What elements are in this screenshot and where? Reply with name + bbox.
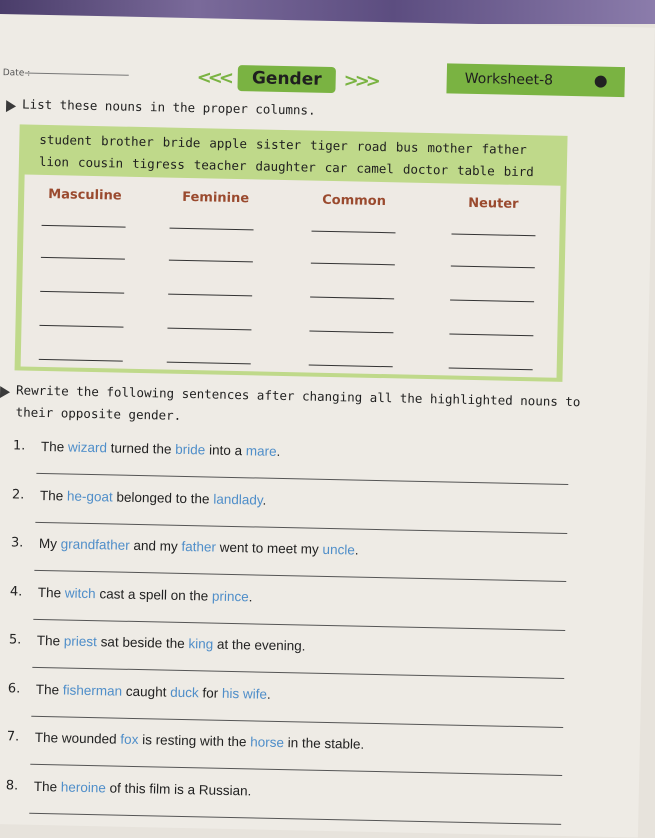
sentence-text <box>38 584 253 603</box>
highlighted-noun: duck <box>170 684 199 700</box>
sentence-fragment: and my <box>129 537 182 554</box>
column-heading-neuter: Neuter <box>467 195 519 212</box>
sentence-fragment: at the evening. <box>213 636 306 654</box>
highlighted-noun: grandfather <box>60 536 130 553</box>
sentence-number: 6. <box>7 680 21 697</box>
bullet-icon <box>0 386 10 398</box>
badge-dot-icon <box>595 75 607 87</box>
sentence-number: 4. <box>9 583 23 600</box>
sentence-fragment: My <box>38 535 61 552</box>
highlighted-noun: priest <box>63 633 98 650</box>
word-bank-item: road <box>356 138 388 155</box>
sentence-fragment: The <box>33 778 62 794</box>
page-title: Gender <box>238 65 336 93</box>
sentence-number: 2. <box>11 486 25 503</box>
right-chevrons-icon: >>> <box>343 69 378 92</box>
sentence-number: 5. <box>8 632 22 648</box>
word-bank-item: tiger <box>309 137 348 154</box>
sentence-fragment: in the stable. <box>283 735 365 752</box>
highlighted-noun: father <box>181 538 217 555</box>
highlighted-noun: horse <box>250 734 285 751</box>
sentence-fragment: The <box>40 438 69 455</box>
sentence-fragment: The wounded <box>34 729 121 747</box>
highlighted-noun: prince <box>211 588 249 604</box>
word-bank-item: camel <box>356 160 395 177</box>
sentence-fragment: The <box>39 487 68 504</box>
column-heading-masculine: Masculine <box>48 187 122 204</box>
highlighted-noun: fisherman <box>62 681 123 699</box>
sentence-number: 1. <box>12 438 26 454</box>
highlighted-noun: his wife <box>221 685 268 702</box>
worksheet-badge <box>446 63 625 97</box>
section2-instruction-line1: Rewrite the following sentences after changing all the highlighted nouns to <box>15 382 581 410</box>
sentence-text <box>34 778 252 798</box>
sentence-fragment: The <box>35 681 64 697</box>
answer-line[interactable] <box>34 570 566 582</box>
sentence-fragment: sat beside the <box>96 634 189 652</box>
column-heading-common: Common <box>322 192 387 210</box>
section2-instruction-line2: their opposite gender. <box>15 404 182 423</box>
highlighted-noun: wizard <box>67 439 108 456</box>
column-heading-feminine: Feminine <box>182 189 250 207</box>
answer-line[interactable] <box>36 473 568 485</box>
word-bank-item: sister <box>255 136 302 153</box>
highlighted-noun: bride <box>175 441 206 458</box>
word-bank-item: bird <box>503 163 534 180</box>
answer-line[interactable] <box>35 521 567 533</box>
sentence-fragment: . <box>354 542 359 558</box>
sentence-fragment: cast a spell on the <box>95 585 213 604</box>
sentence-fragment: of this film is a Russian. <box>105 779 252 798</box>
word-bank-item: car <box>324 159 348 176</box>
sentence-fragment: is resting with the <box>138 732 251 750</box>
word-bank-item: lion <box>38 153 70 170</box>
answer-line[interactable] <box>29 812 561 824</box>
worksheet-number: Worksheet-8 <box>464 70 554 89</box>
sentence-fragment: turned the <box>106 440 176 457</box>
word-bank-item: cousin <box>77 154 124 171</box>
sentence-fragment: The <box>36 632 65 649</box>
date-label: Date : <box>2 68 31 79</box>
highlighted-noun: uncle <box>322 541 355 558</box>
word-bank-item: student <box>39 131 93 148</box>
sentence-fragment: The <box>37 584 66 600</box>
word-bank-item: table <box>456 162 495 179</box>
left-chevrons-icon: <<< <box>196 66 231 89</box>
sentence-fragment: . <box>266 686 271 702</box>
word-bank-item: teacher <box>193 157 247 174</box>
sentence-number: 7. <box>6 729 20 745</box>
answer-line[interactable] <box>33 618 565 630</box>
word-bank-item: doctor <box>402 161 449 178</box>
sentence-fragment: for <box>198 684 223 701</box>
word-bank-item: bride <box>162 134 201 151</box>
word-bank-item: mother <box>427 139 473 156</box>
word-bank-item: daughter <box>255 158 316 175</box>
sentence-fragment: into a <box>205 442 246 459</box>
highlighted-noun: mare <box>245 443 277 459</box>
sentence-number: 3. <box>10 535 24 551</box>
section1-instruction: List these nouns in the proper columns. <box>21 96 316 118</box>
highlighted-noun: he-goat <box>66 488 113 504</box>
worksheet-page <box>0 14 655 838</box>
sentence-number: 8. <box>5 777 19 794</box>
answer-line[interactable] <box>32 667 564 679</box>
sentence-text <box>41 439 281 459</box>
word-bank-item: tigress <box>132 155 186 172</box>
highlighted-noun: heroine <box>60 778 107 795</box>
sentence-text <box>35 730 365 752</box>
bullet-icon <box>6 100 16 112</box>
sentence-text <box>40 487 267 507</box>
word-bank-item: brother <box>100 133 154 150</box>
highlighted-noun: king <box>188 636 214 652</box>
sentence-fragment: belonged to the <box>112 488 214 507</box>
highlighted-noun: fox <box>120 731 139 748</box>
sentence-fragment: . <box>248 588 253 604</box>
sentence-text <box>37 633 306 654</box>
date-field[interactable] <box>25 63 129 76</box>
sentence-fragment: went to meet my <box>215 539 323 557</box>
sentence-text <box>39 536 359 558</box>
title-banner <box>196 62 377 96</box>
sentence-fragment: caught <box>121 683 171 700</box>
sentence-text <box>36 681 271 701</box>
answer-line[interactable] <box>30 764 562 776</box>
sentence-fragment: . <box>262 492 267 508</box>
sentence-fragment: . <box>276 443 281 459</box>
highlighted-noun: witch <box>64 584 96 601</box>
word-bank-item: father <box>481 141 527 158</box>
word-bank-item: bus <box>395 139 419 155</box>
answer-line[interactable] <box>31 715 563 727</box>
highlighted-noun: landlady <box>213 491 263 508</box>
word-bank-item: apple <box>209 135 248 152</box>
